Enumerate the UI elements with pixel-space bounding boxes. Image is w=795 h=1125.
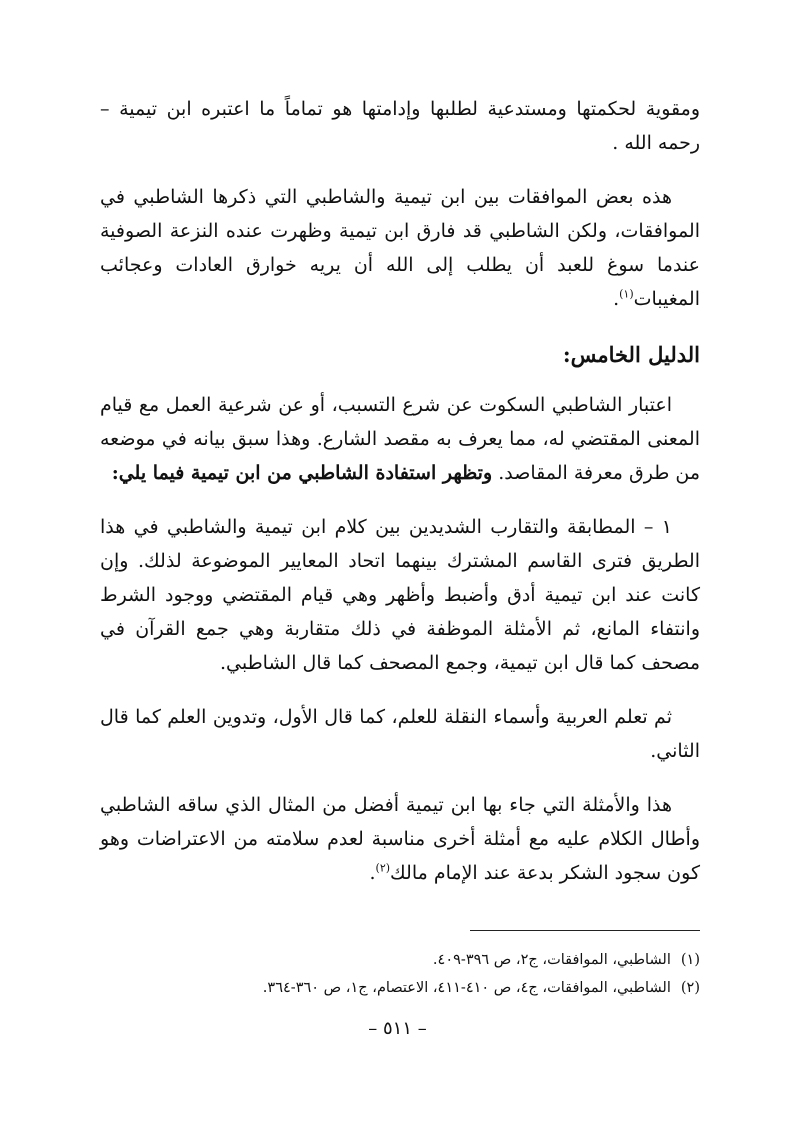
paragraph-5: ثم تعلم العربية وأسماء النقلة للعلم، كما قال الأول، وتدوين العلم كما قال الثاني.	[100, 706, 700, 762]
paragraph-1: ومقوية لحكمتها ومستدعية لطلبها وإدامتها هو تماماً ما اعتبره ابن تيمية – رحمه الله .	[100, 98, 700, 154]
paragraph-4: ١ – المطابقة والتقارب الشديدين بين كلام ابن تيمية والشاطبي في هذا الطريق فترى القاسم المشترك بينهما اتحاد المعايير الموضوعة لذلك. وإن كانت عند ابن تيمية أدق وأضبط وأظهر وهي قيام المقتضي ووجود الشرط وانتفاء المانع، ثم الأمثلة الموظفة في ذلك متقاربة وهي جمع القرآن في مصحف كما قال ابن تيمية، وجمع المصحف كما قال الشاطبي.	[100, 516, 700, 674]
page-body	[100, 92, 700, 890]
paragraph-2-text: هذه بعض الموافقات بين ابن تيمية والشاطبي التي ذكرها الشاطبي في الموافقات، ولكن الشاطبي قد فارق ابن تيمية وظهرت عنده النزعة الصوفية عندما سوغ للعبد أن يطلب إلى الله أن يريه خوارق العادات وعجائب المغيبات	[100, 186, 700, 310]
paragraph-6-text: هذا والأمثلة التي جاء بها ابن تيمية أفضل من المثال الذي ساقه الشاطبي وأطال الكلام عليه مع أمثلة أخرى مناسبة لعدم سلامته من الاعتراضات وهو كون سجود الشكر بدعة عند الإمام مالك	[100, 794, 700, 884]
footnote-text: الشاطبي، الموافقات، ج٤، ص ٤١٠-٤١١، الاعتصام، ج١، ص ٣٦٠-٣٦٤.	[262, 980, 671, 996]
footnote-number: (١)	[680, 952, 700, 968]
page-number: – ٥١١ –	[368, 1018, 427, 1039]
paragraph-3-bold: وتظهر استفادة الشاطبي من ابن تيمية فيما يلي:	[111, 462, 493, 484]
paragraph-2-end: .	[613, 288, 620, 310]
footnote-text: الشاطبي، الموافقات، ج٢، ص ٣٩٦-٤٠٩.	[432, 952, 671, 968]
footnote-ref-2[interactable]: (٢)	[375, 861, 391, 875]
footnote-number: (٢)	[680, 980, 700, 996]
footnote-1	[100, 946, 700, 974]
footnotes	[100, 946, 700, 1002]
paragraph-6-end: .	[369, 862, 376, 884]
section-heading: الدليل الخامس:	[562, 342, 700, 367]
footnote-separator	[470, 930, 700, 931]
footnote-2	[100, 974, 700, 1002]
paragraph-3	[100, 388, 700, 490]
paragraph-6	[100, 788, 700, 890]
paragraph-2	[100, 180, 700, 316]
paragraph-3-text: اعتبار الشاطبي السكوت عن شرع التسبب، أو عن شرعية العمل مع قيام المعنى المقتضي له، مما يعرف به مقصد الشارع. وهذا سبق بيانه في موضعه من طرق معرفة المقاصد.	[100, 394, 700, 484]
footnote-ref-1[interactable]: (١)	[619, 287, 634, 301]
